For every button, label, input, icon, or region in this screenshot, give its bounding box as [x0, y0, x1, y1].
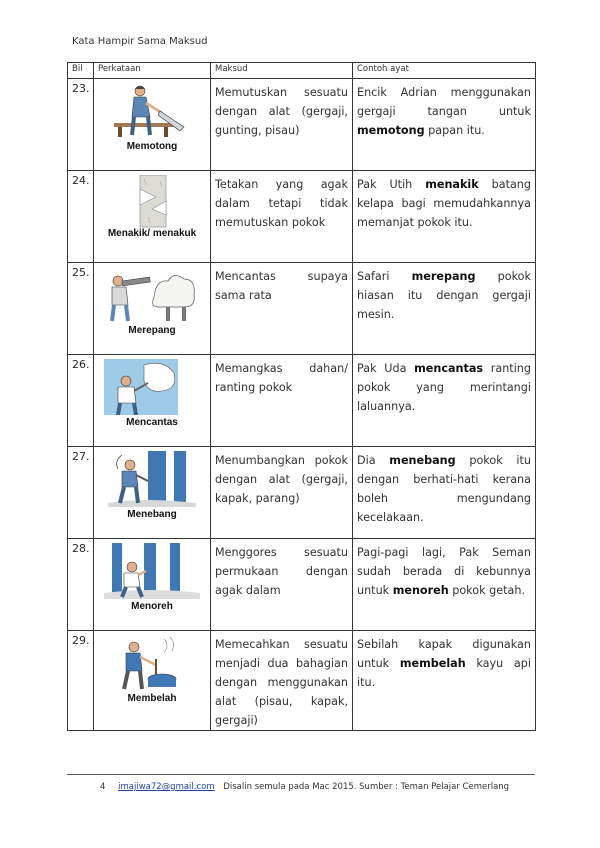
- row-number: 26.: [68, 355, 94, 447]
- example-keyword: memotong: [357, 124, 425, 137]
- man-sawing-plank-illustration: [104, 83, 200, 139]
- word-cell: [94, 447, 211, 539]
- example-keyword: merepang: [411, 270, 476, 283]
- table-row: [68, 171, 536, 263]
- word-label: Membelah: [127, 693, 177, 704]
- meaning-cell: Tetakan yang agak dalam tetapi tidak memutuskan pokok: [211, 171, 353, 263]
- word-label: Menakik/ menakuk: [107, 228, 197, 239]
- example-text-post: papan itu.: [424, 124, 485, 137]
- table-row: [68, 355, 536, 447]
- man-felling-tree-illustration: [104, 451, 200, 507]
- notched-tree-trunk-illustration: [104, 175, 200, 231]
- meaning-cell: Memangkas dahan/ ranting pokok: [211, 355, 353, 447]
- word-label: Menoreh: [131, 601, 173, 612]
- example-text-pre: Encik Adrian menggunakan gergaji tangan untuk: [357, 86, 531, 118]
- table-header-row: [68, 63, 536, 79]
- word-cell: [94, 171, 211, 263]
- page-number: 4: [100, 782, 106, 792]
- page-footer: [100, 782, 509, 792]
- example-cell: [353, 447, 536, 539]
- example-text-pre: Pak Utih: [357, 178, 426, 191]
- example-text-post: kayu api itu.: [357, 657, 532, 689]
- example-cell: [353, 539, 536, 631]
- column-header-contoh: Contoh ayat: [353, 63, 536, 79]
- table-row: [68, 631, 536, 731]
- table-row: [68, 447, 536, 539]
- example-text-post: pokok itu dengan berhati-hati kerana boleh mengundang kecelakaan.: [357, 454, 531, 524]
- example-text-post: pokok hiasan itu dengan gergaji mesin.: [357, 270, 531, 321]
- table-row: [68, 79, 536, 171]
- column-header-maksud: Maksud: [211, 63, 353, 79]
- example-text-post: ranting pokok yang merintangi laluannya.: [357, 362, 531, 413]
- meaning-cell: Memutuskan sesuatu dengan alat (gergaji, gunting, pisau): [211, 79, 353, 171]
- example-cell: [353, 79, 536, 171]
- row-number: 28.: [68, 539, 94, 631]
- column-header-bil: Bil: [68, 63, 94, 79]
- example-text-pre: Safari: [357, 270, 412, 283]
- word-cell: [94, 79, 211, 171]
- row-number: 29.: [68, 631, 94, 731]
- word-cell: [94, 263, 211, 355]
- man-pruning-branches-illustration: [104, 359, 200, 415]
- word-cell: [94, 355, 211, 447]
- row-number: 27.: [68, 447, 94, 539]
- man-trimming-hedge-illustration: [104, 267, 200, 323]
- word-cell: [94, 631, 211, 731]
- word-label: Memotong: [126, 141, 178, 152]
- word-label: Mencantas: [126, 417, 178, 428]
- meaning-cell: Mencantas supaya sama rata: [211, 263, 353, 355]
- man-tapping-rubber-tree-illustration: [104, 543, 200, 599]
- row-number: 25.: [68, 263, 94, 355]
- word-label: Menebang: [127, 509, 177, 520]
- example-cell: [353, 263, 536, 355]
- example-text-pre: Pagi-pagi lagi, Pak Seman sudah berada di kebunnya untuk: [357, 546, 531, 597]
- column-header-perkataan: Perkataan: [94, 63, 211, 79]
- word-label: Merepang: [128, 325, 176, 336]
- example-text-pre: Sebilah kapak digunakan untuk: [357, 638, 531, 670]
- example-text-post: batang kelapa bagi memudahkannya memanjat pokok itu.: [357, 178, 531, 229]
- example-keyword: mencantas: [414, 362, 484, 375]
- example-keyword: menoreh: [392, 584, 449, 597]
- example-cell: [353, 355, 536, 447]
- source-note: Disalin semula pada Mac 2015. Sumber : Teman Pelajar Cemerlang: [223, 782, 510, 792]
- man-splitting-wood-illustration: [104, 635, 200, 691]
- table-row: [68, 539, 536, 631]
- email-link[interactable]: imajiwa72@gmail.com: [118, 782, 215, 792]
- word-cell: [94, 539, 211, 631]
- example-keyword: menakik: [425, 178, 479, 191]
- word-table: [67, 62, 536, 731]
- example-text-pre: Dia: [357, 454, 390, 467]
- row-number: 23.: [68, 79, 94, 171]
- footer-divider: [67, 774, 535, 775]
- example-keyword: menebang: [389, 454, 456, 467]
- page-header-title: Kata Hampir Sama Maksud: [72, 36, 208, 47]
- example-cell: [353, 631, 536, 731]
- example-text-post: pokok getah.: [448, 584, 526, 597]
- meaning-cell: Menggores sesuatu permukaan dengan agak dalam: [211, 539, 353, 631]
- meaning-cell: Menumbangkan pokok dengan alat (gergaji, kapak, parang): [211, 447, 353, 539]
- meaning-cell: Memecahkan sesuatu menjadi dua bahagian dengan menggunakan alat (pisau, kapak, gergaji): [211, 631, 353, 731]
- table-row: [68, 263, 536, 355]
- example-text-pre: Pak Uda: [357, 362, 415, 375]
- example-cell: [353, 171, 536, 263]
- row-number: 24.: [68, 171, 94, 263]
- example-keyword: membelah: [399, 657, 466, 670]
